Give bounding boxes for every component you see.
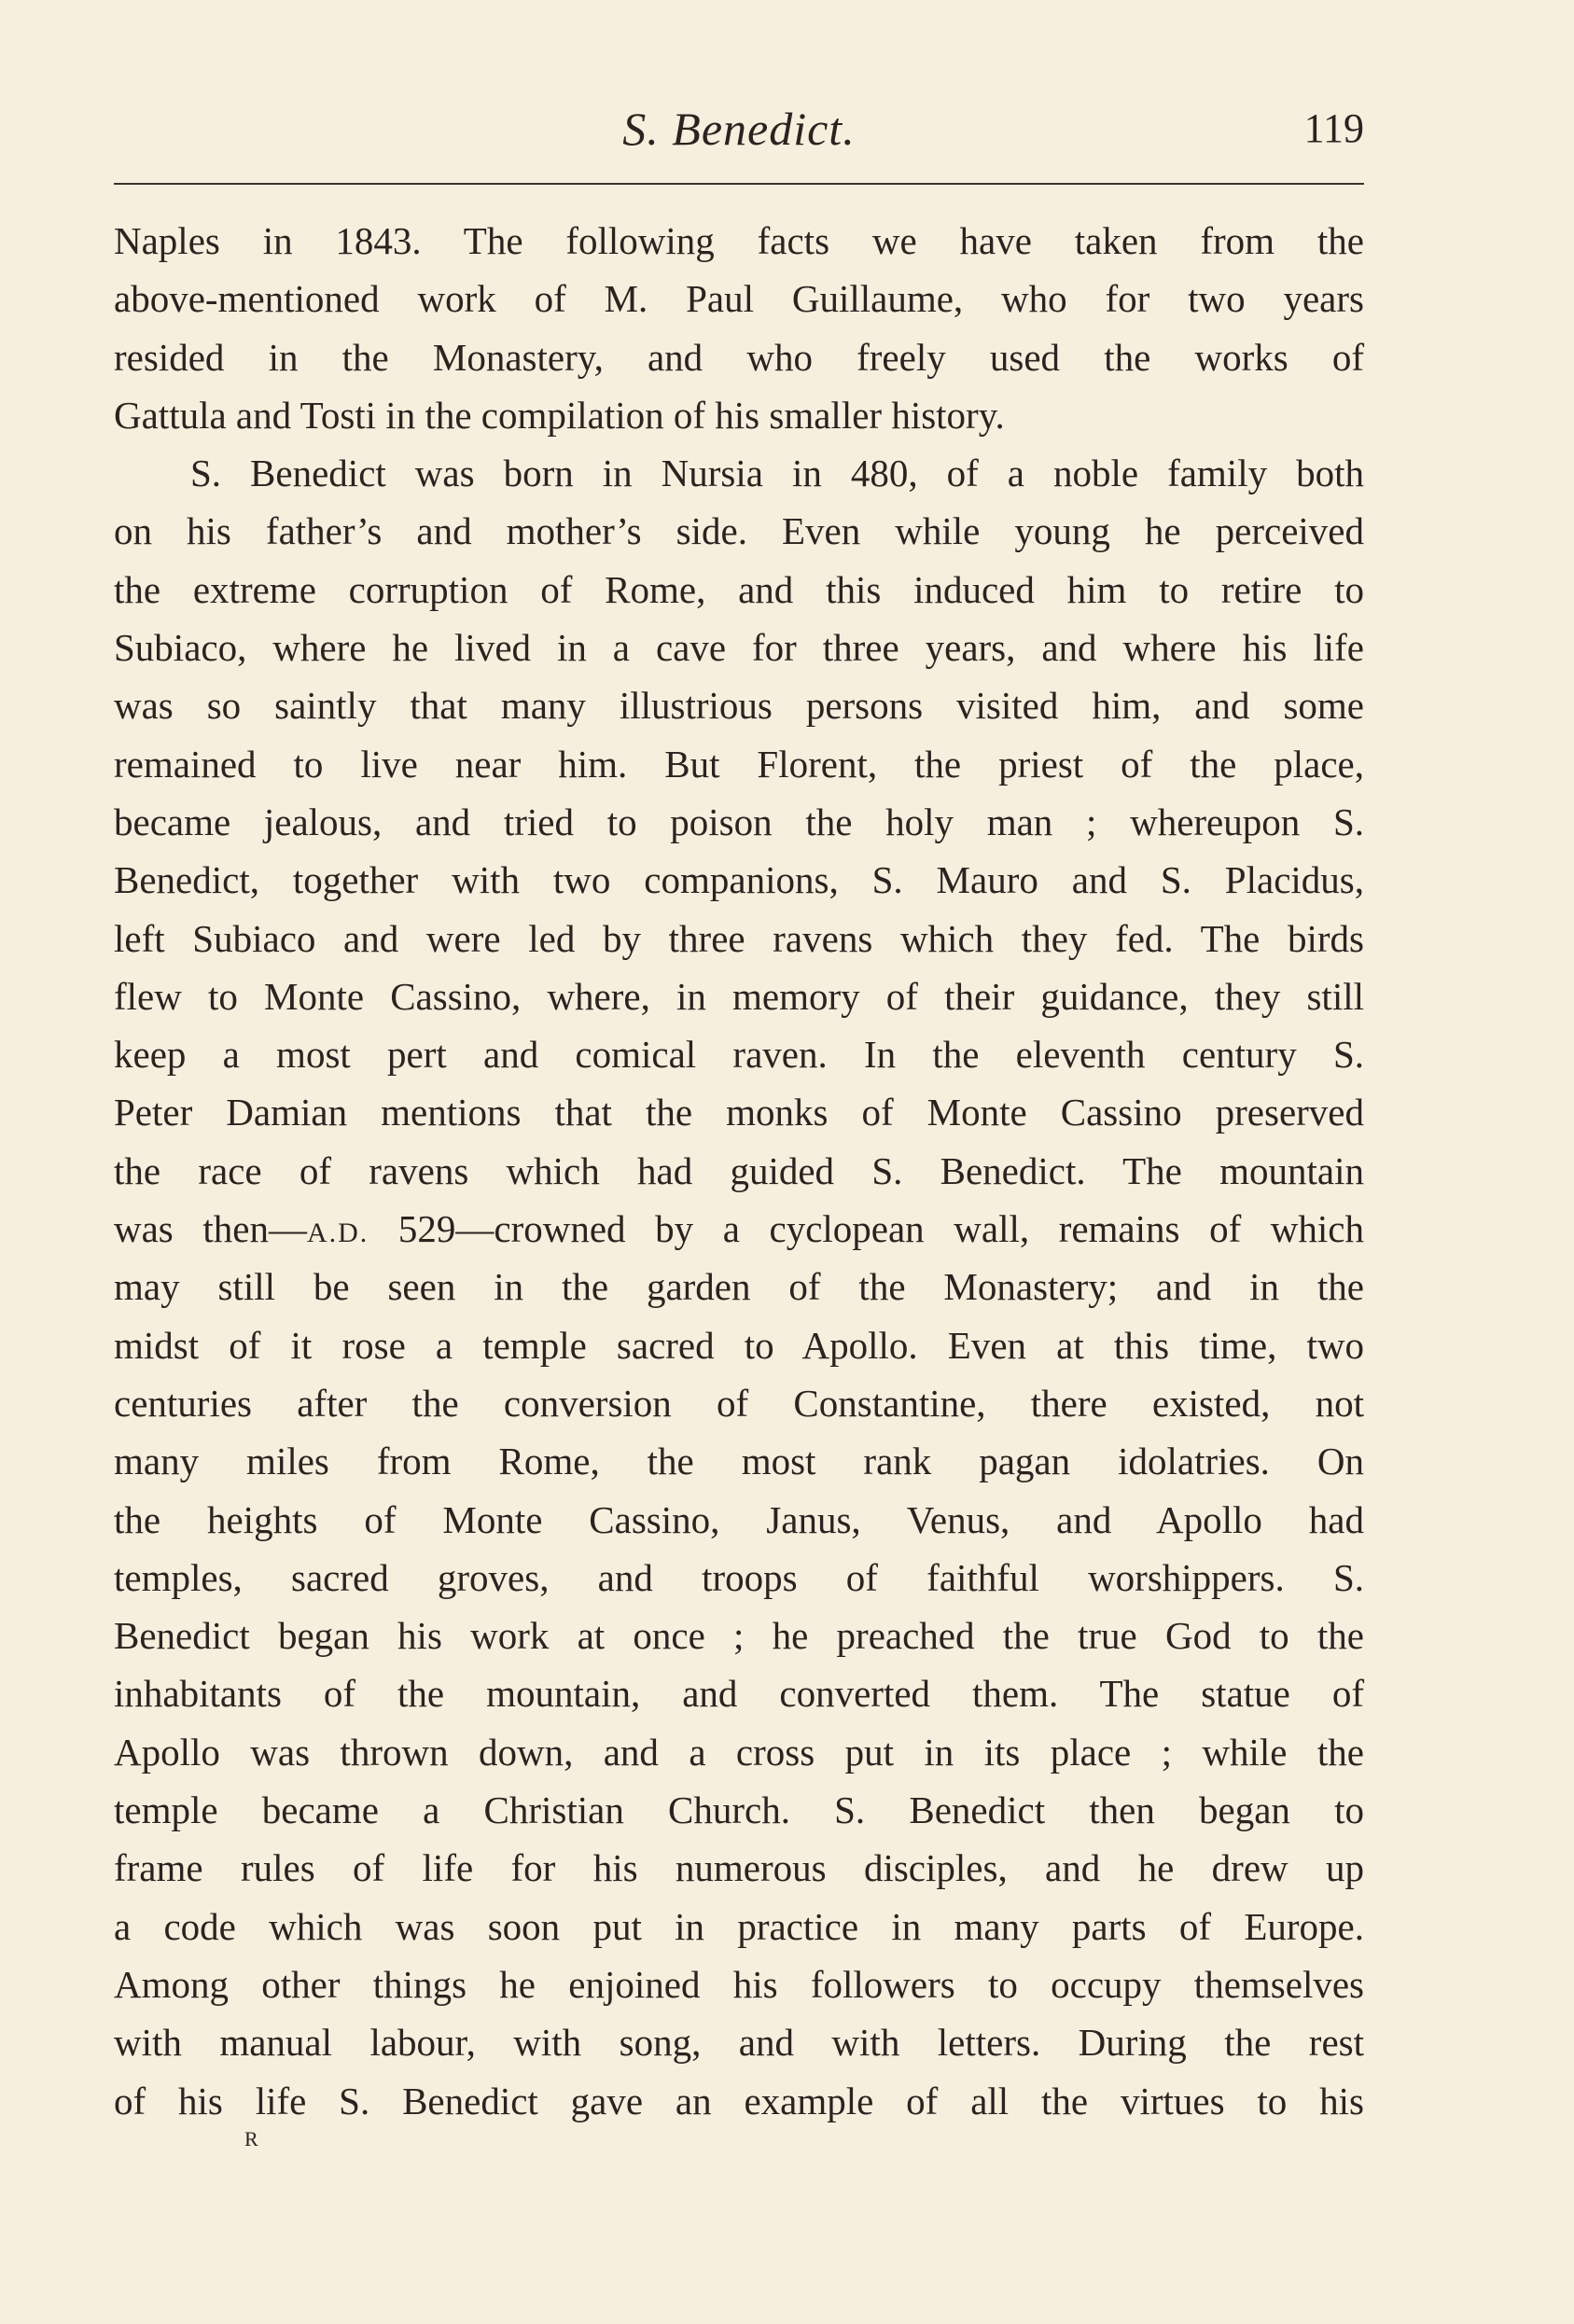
header-rule bbox=[114, 183, 1364, 185]
text-line: on his father’s and mother’s side. Even while young he perceived bbox=[114, 509, 1364, 553]
text-line: left Subiaco and were led by three ravens which they fed. The birds bbox=[114, 916, 1364, 960]
page-number: 119 bbox=[1303, 105, 1364, 151]
text-line: Apollo was thrown down, and a cross put in its place ; while the bbox=[114, 1730, 1364, 1774]
text-line: Peter Damian mentions that the monks of Monte Cassino preserved bbox=[114, 1091, 1364, 1134]
text-line: Subiaco, where he lived in a cave for three years, and where his life bbox=[114, 626, 1364, 670]
text-line: a code which was soon put in practice in many parts of Europe. bbox=[114, 1904, 1364, 1948]
text-line: midst of it rose a temple sacred to Apollo. Even at this time, two bbox=[114, 1323, 1364, 1367]
running-title: S. Benedict. bbox=[622, 103, 856, 155]
text-line: temple became a Christian Church. S. Benedict then began to bbox=[114, 1788, 1364, 1832]
text-line: frame rules of life for his numerous disciples, and he drew up bbox=[114, 1846, 1364, 1890]
text-line: Among other things he enjoined his followers to occupy themselves bbox=[114, 1962, 1364, 2006]
text-line: resided in the Monastery, and who freely used the works of bbox=[114, 335, 1364, 379]
text-line: with manual labour, with song, and with letters. During the rest bbox=[114, 2021, 1364, 2065]
text-line: many miles from Rome, the most rank pagan idolatries. On bbox=[114, 1440, 1364, 1483]
text-line: Naples in 1843. The following facts we have taken from the bbox=[114, 219, 1364, 262]
running-head bbox=[114, 101, 1364, 157]
text-line: Gattula and Tosti in the compilation of his smaller history. bbox=[114, 393, 1005, 437]
text-line: the race of ravens which had guided S. Benedict. The mountain bbox=[114, 1148, 1364, 1192]
text-line: was then—A.D. 529—crowned by a cyclopean wall, remains of which bbox=[114, 1207, 1365, 1251]
text-line: may still be seen in the garden of the Monastery; and in the bbox=[114, 1265, 1364, 1309]
text-line: remained to live near him. But Florent, the priest of the place, bbox=[114, 742, 1364, 786]
text-line: inhabitants of the mountain, and converted them. The statue of bbox=[114, 1672, 1364, 1716]
text-line: keep a most pert and comical raven. In the eleventh century S. bbox=[114, 1033, 1364, 1077]
text-line: temples, sacred groves, and troops of faithful worshippers. S. bbox=[114, 1555, 1364, 1599]
text-line: above-mentioned work of M. Paul Guillaume, who for two years bbox=[114, 277, 1364, 321]
text-line: Benedict began his work at once ; he preached the true God to the bbox=[114, 1614, 1364, 1658]
text-line: the heights of Monte Cassino, Janus, Venus, and Apollo had bbox=[114, 1497, 1364, 1541]
text-line: flew to Monte Cassino, where, in memory of their guidance, they still bbox=[114, 974, 1364, 1018]
signature-mark: R bbox=[244, 2127, 259, 2150]
text-line: centuries after the conversion of Constantine, there existed, not bbox=[114, 1381, 1364, 1425]
text-line: was so saintly that many illustrious persons visited him, and some bbox=[114, 684, 1364, 728]
text-line: the extreme corruption of Rome, and this induced him to retire to bbox=[114, 567, 1364, 611]
text-line: S. Benedict was born in Nursia in 480, of a noble family both bbox=[190, 452, 1364, 495]
text-line: became jealous, and tried to poison the holy man ; whereupon S. bbox=[114, 800, 1364, 843]
text-line: of his life S. Benedict gave an example of all the virtues to his bbox=[114, 2079, 1364, 2122]
text-line: Benedict, together with two companions, S. Mauro and S. Placidus, bbox=[114, 858, 1364, 902]
body-text bbox=[114, 212, 1364, 2130]
